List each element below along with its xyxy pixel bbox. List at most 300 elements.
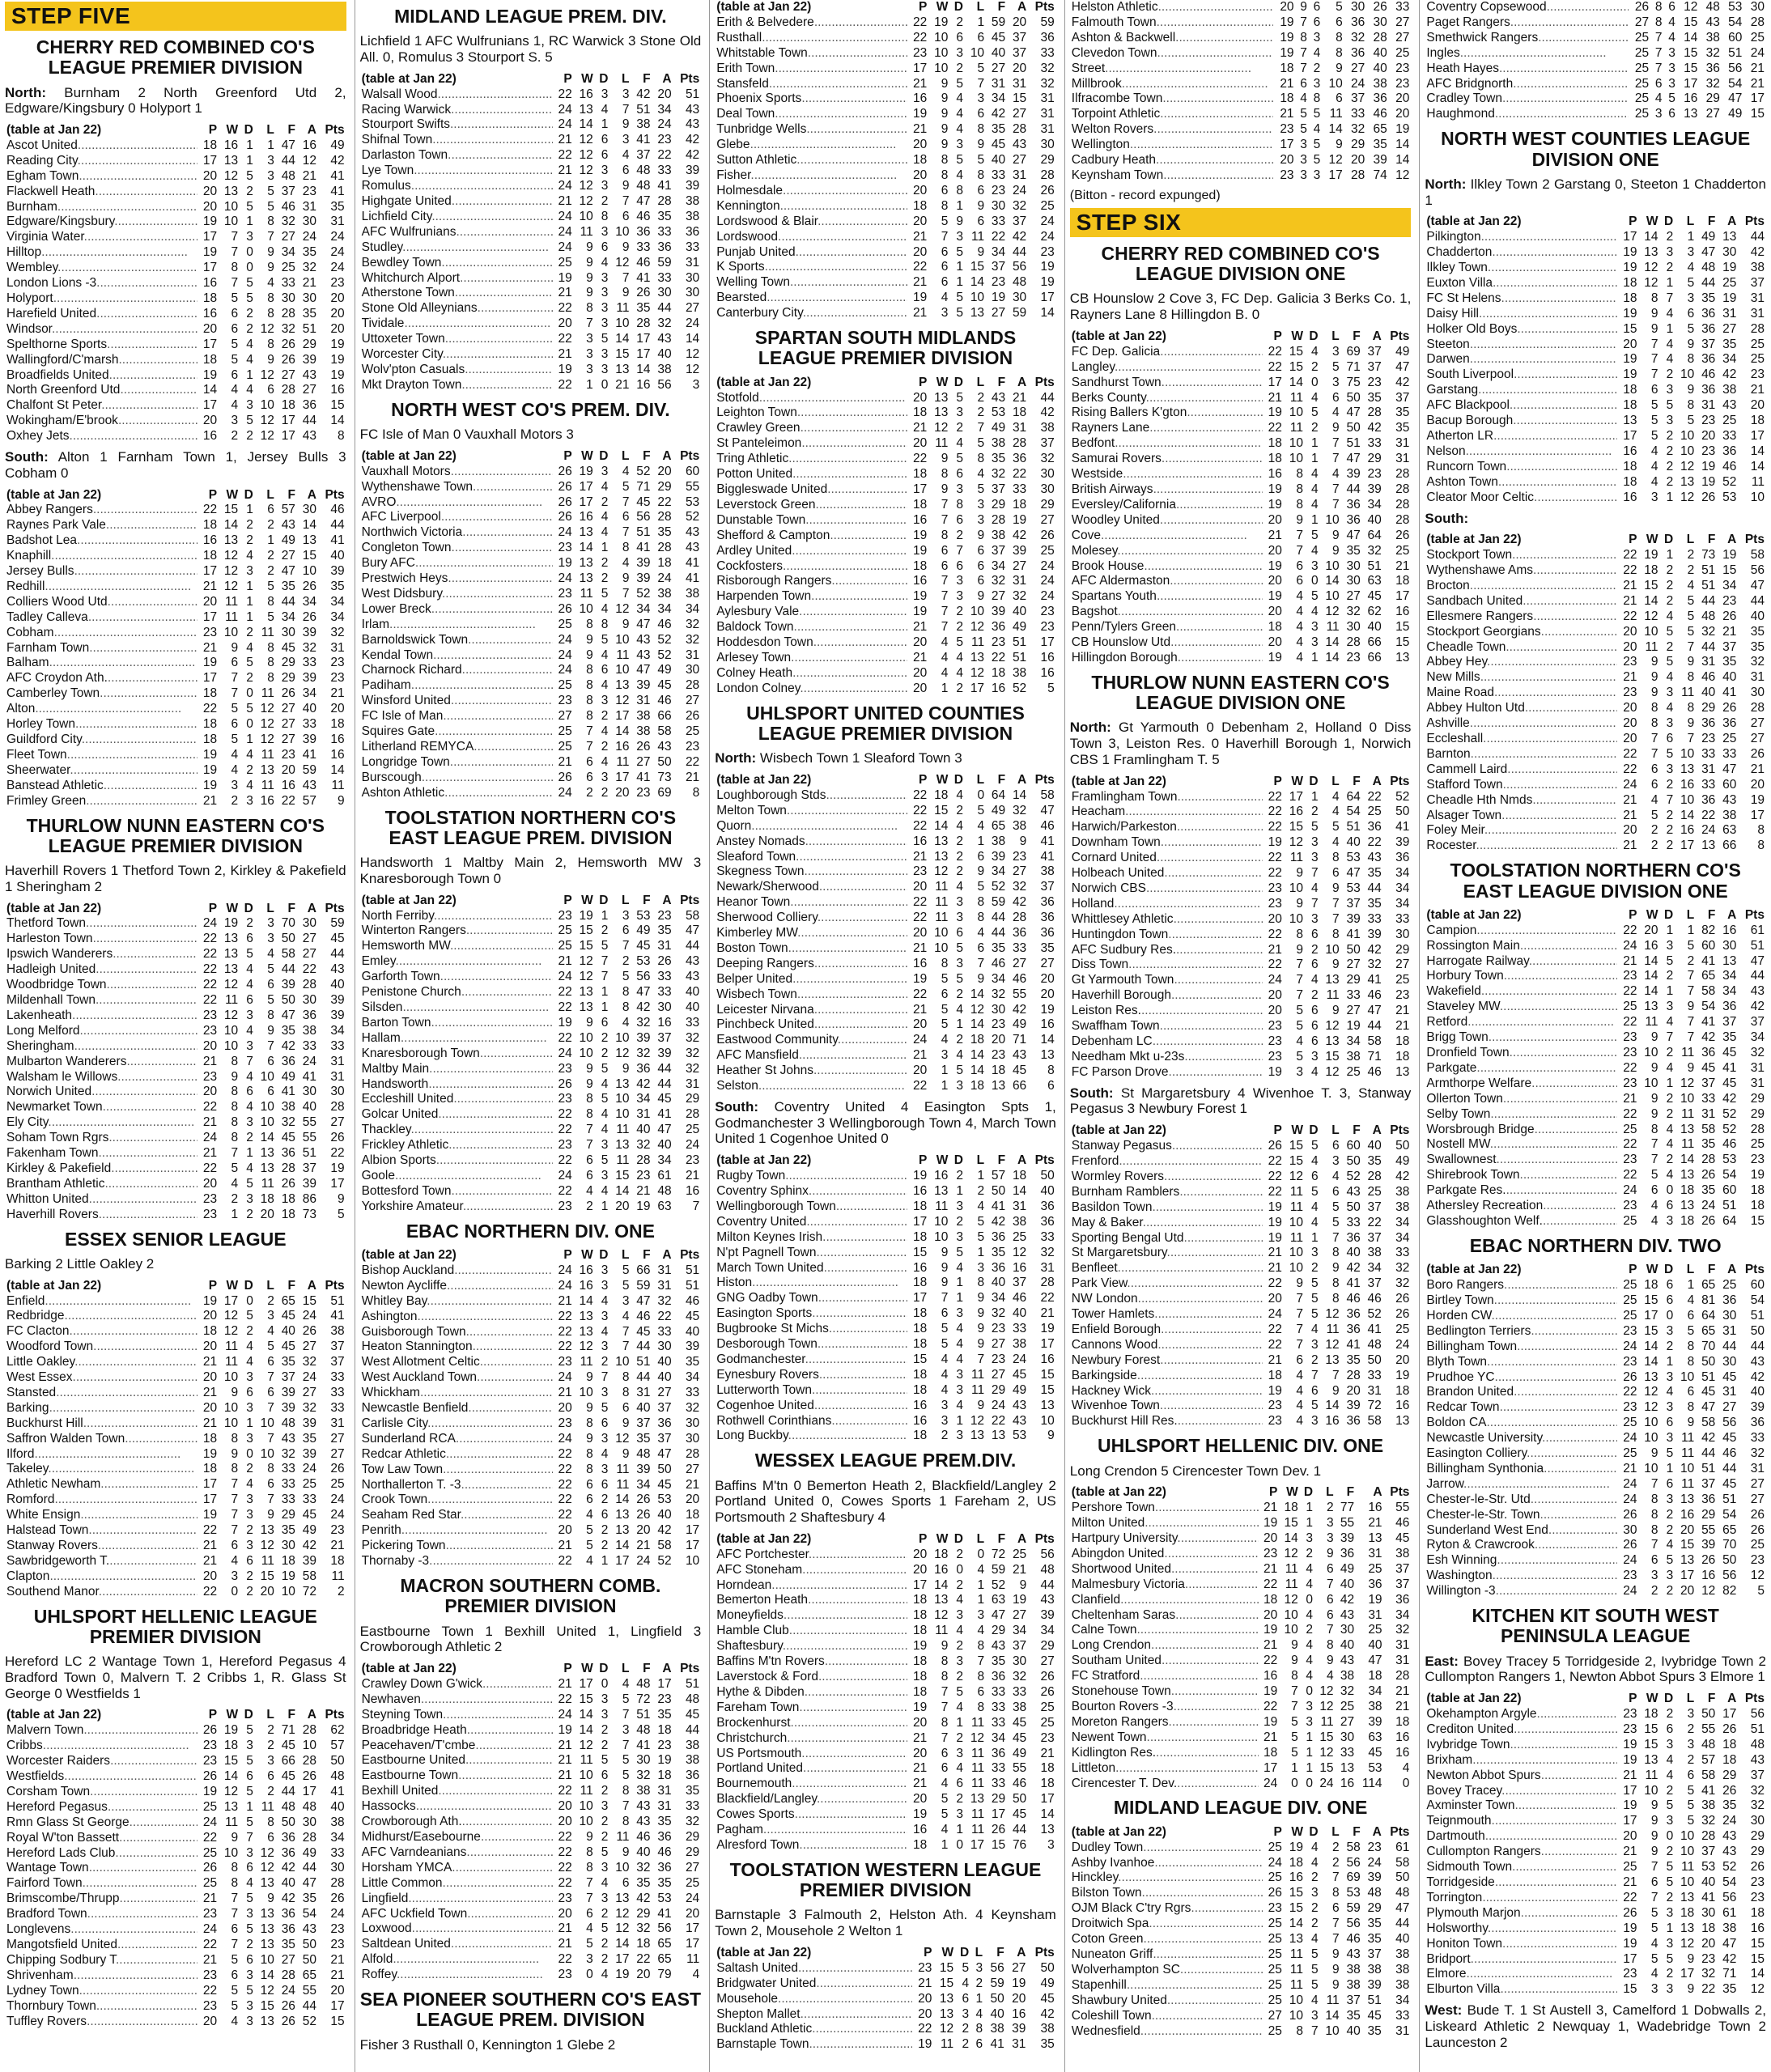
table-cell: 13 bbox=[260, 1876, 274, 1891]
table-cell: 4 bbox=[1666, 1768, 1674, 1782]
table-cell: 29 bbox=[1040, 1639, 1055, 1654]
table-cell: 32 bbox=[302, 640, 316, 655]
table-cell: 9 bbox=[586, 1431, 593, 1446]
team-name: Jarrow ..... bbox=[1425, 1477, 1617, 1492]
team-name: Ashton Town ..... bbox=[1425, 475, 1617, 490]
table-column-header: D bbox=[953, 1153, 963, 1168]
team-name: Crowborough Ath. ..... bbox=[360, 1815, 553, 1830]
table-column-header: Pts bbox=[1034, 375, 1055, 389]
table-cell: 14 bbox=[934, 818, 949, 833]
table-row bbox=[1425, 1076, 1766, 1092]
table-cell: 8 bbox=[622, 1815, 630, 1829]
table-cell: 27 bbox=[302, 1385, 316, 1399]
results-line bbox=[360, 1624, 702, 1655]
table-cell: 12 bbox=[1328, 153, 1343, 168]
table-cell: 22 bbox=[1623, 1015, 1637, 1030]
table-cell: 1 bbox=[246, 138, 253, 152]
table-cell: 4 bbox=[962, 1976, 970, 1990]
table-cell: 13 bbox=[223, 932, 239, 946]
table-cell: 18 bbox=[970, 1033, 985, 1047]
table-cell: 10 bbox=[223, 1845, 239, 1860]
table-cell: 30 bbox=[302, 916, 316, 931]
team-name: Torrington ..... bbox=[1425, 1891, 1617, 1906]
table-cell: 14 bbox=[1644, 984, 1658, 999]
table-cell: 29 bbox=[1701, 701, 1716, 715]
table-row bbox=[5, 1401, 346, 1416]
table-cell: 8 bbox=[1650, 1122, 1658, 1136]
table-cell: 7 bbox=[941, 229, 949, 244]
table-cell: 26 bbox=[1268, 1886, 1282, 1900]
table-row bbox=[1425, 625, 1766, 640]
table-cell: 2 bbox=[601, 1030, 609, 1045]
table-cell: 42 bbox=[991, 107, 1006, 121]
results-text: Long Crendon 5 Cirencester Town Dev. 1 bbox=[1069, 1463, 1322, 1479]
table-cell: 31 bbox=[657, 1784, 672, 1798]
table-cell: 3 bbox=[601, 1891, 609, 1905]
table-cell: 40 bbox=[657, 347, 672, 362]
table-cell: 0 bbox=[586, 1968, 593, 1982]
table-cell: 5 bbox=[246, 702, 253, 716]
table-cell: 4 bbox=[1313, 45, 1321, 60]
table-cell: 32 bbox=[685, 1061, 700, 1076]
table-cell: 9 bbox=[977, 1337, 985, 1352]
team-name: Abingdon United ..... bbox=[1070, 1547, 1259, 1562]
team-name: Elmore ..... bbox=[1425, 1967, 1617, 1982]
table-row bbox=[715, 2007, 1056, 2023]
table-cell: 26 bbox=[302, 1769, 316, 1784]
table-row bbox=[1070, 790, 1412, 805]
table-cell: 21 bbox=[1263, 1561, 1278, 1576]
table-cell: 17 bbox=[615, 770, 630, 784]
table-row bbox=[1425, 1123, 1766, 1138]
table-cell: 20 bbox=[913, 1746, 928, 1760]
table-cell: 0 bbox=[246, 686, 253, 701]
table-cell: 11 bbox=[1681, 1860, 1695, 1875]
table-row bbox=[5, 1386, 346, 1401]
table-row bbox=[5, 1370, 346, 1386]
table-cell: 22 bbox=[558, 1107, 572, 1122]
table-cell: 19 bbox=[1040, 275, 1055, 290]
table-cell: 37 bbox=[1722, 1015, 1737, 1030]
table-row bbox=[715, 1685, 1056, 1700]
table-cell: 4 bbox=[1666, 352, 1674, 367]
table-cell: 30 bbox=[281, 625, 295, 639]
table-cell: 29 bbox=[1040, 497, 1055, 512]
table-cell: 30 bbox=[1750, 686, 1765, 700]
table-row bbox=[1425, 276, 1766, 291]
team-name: Calne Town ..... bbox=[1070, 1623, 1259, 1638]
table-date-header: (table at Jan 22) bbox=[1071, 329, 1166, 343]
table-cell: 38 bbox=[1395, 1546, 1410, 1560]
table-cell: 58 bbox=[1701, 1768, 1716, 1782]
table-cell: 35 bbox=[1040, 2037, 1055, 2052]
table-cell: 41 bbox=[636, 770, 651, 784]
results-text: CB Hounslow 2 Cove 3, FC Dep. Galicia 3 Berks Co. 1, Rayners Lane 8 Hillingdon B. 0 bbox=[1069, 291, 1412, 323]
table-cell: 7 bbox=[977, 76, 985, 91]
table-cell: 6 bbox=[601, 663, 609, 677]
league-table bbox=[5, 488, 346, 809]
table-cell: 60 bbox=[1346, 1139, 1361, 1153]
table-cell: 39 bbox=[1340, 1531, 1355, 1546]
table-cell: 9 bbox=[1332, 1977, 1340, 1992]
team-name: Sleaford Town ..... bbox=[715, 850, 907, 865]
table-cell: 42 bbox=[1750, 1000, 1765, 1014]
table-row bbox=[1425, 367, 1766, 383]
table-cell: 36 bbox=[657, 1416, 672, 1430]
table-cell: 17 bbox=[202, 671, 218, 686]
table-row bbox=[1425, 1937, 1766, 1952]
team-name: Halstead Town ..... bbox=[5, 1523, 197, 1539]
table-cell: 27 bbox=[302, 932, 316, 946]
team-name: Highgate United ..... bbox=[360, 194, 553, 210]
table-cell: 12 bbox=[1012, 1245, 1027, 1259]
team-name: Leiston Res. ..... bbox=[1070, 1004, 1263, 1019]
table-cell: 27 bbox=[1340, 1714, 1355, 1729]
table-cell: 9 bbox=[1687, 655, 1695, 669]
table-cell: 55 bbox=[1012, 1761, 1027, 1776]
table-cell: 25 bbox=[558, 939, 572, 953]
table-cell: 11 bbox=[580, 586, 593, 601]
table-cell: 5 bbox=[1687, 321, 1695, 336]
table-cell: 45 bbox=[636, 1324, 651, 1339]
table-row bbox=[715, 880, 1056, 895]
table-cell: 9 bbox=[622, 286, 630, 300]
team-name: Winsford United ..... bbox=[360, 694, 553, 709]
table-cell: 21 bbox=[1395, 1684, 1410, 1699]
table-cell: 27 bbox=[1750, 1476, 1765, 1491]
table-cell: 17 bbox=[1395, 589, 1410, 604]
table-cell: 10 bbox=[1328, 76, 1343, 91]
table-row bbox=[5, 1477, 346, 1492]
table-cell: 45 bbox=[1701, 1385, 1716, 1399]
table-cell: 15 bbox=[1289, 1886, 1303, 1900]
table-column-header: W bbox=[936, 772, 949, 787]
table-cell: 6 bbox=[977, 30, 985, 45]
table-cell: 2 bbox=[267, 1293, 274, 1308]
table-cell: 0 bbox=[246, 717, 253, 732]
table-cell: 5 bbox=[977, 436, 985, 451]
table-cell: 33 bbox=[330, 1370, 345, 1385]
table-cell: 27 bbox=[1012, 956, 1027, 970]
table-cell: 13 bbox=[1040, 1823, 1055, 1837]
table-cell: 9 bbox=[1687, 1000, 1695, 1014]
team-name: Cleator Moor Celtic ..... bbox=[1425, 490, 1617, 506]
team-name: Little Common ..... bbox=[360, 1876, 553, 1892]
table-row bbox=[1070, 574, 1412, 589]
table-cell: 6 bbox=[1296, 574, 1303, 588]
table-cell: 38 bbox=[1705, 30, 1720, 45]
table-cell: 14 bbox=[579, 1293, 593, 1308]
table-cell: 12 bbox=[1289, 835, 1303, 850]
table-cell: 40 bbox=[330, 549, 345, 563]
table-cell: 42 bbox=[1722, 1091, 1737, 1106]
table-cell: 21 bbox=[1012, 390, 1027, 405]
table-cell: 36 bbox=[1705, 61, 1720, 75]
team-name: Shawbury United ..... bbox=[1070, 1993, 1263, 2009]
table-cell: 11 bbox=[261, 1176, 274, 1191]
table-cell: 17 bbox=[579, 479, 593, 494]
team-name: Ellesmere Rangers ..... bbox=[1425, 609, 1617, 625]
table-cell: 8 bbox=[622, 1784, 630, 1798]
table-cell: 44 bbox=[657, 301, 672, 316]
team-name: Peacehaven/T'cmbe ..... bbox=[360, 1739, 553, 1754]
table-cell: 38 bbox=[1012, 818, 1027, 833]
table-cell: 4 bbox=[1650, 1213, 1658, 1228]
team-name: Redhill ..... bbox=[5, 580, 197, 595]
table-cell: 47 bbox=[1395, 359, 1410, 374]
table-cell: 42 bbox=[657, 1523, 672, 1538]
results-text: Lichfield 1 AFC Wulfrunians 1, RC Warwick 3 Stone Old All. 0, Romulus 3 Stourport S. 5 bbox=[359, 33, 702, 66]
table-cell: 5 bbox=[1310, 1139, 1319, 1153]
table-cell: 6 bbox=[1296, 1352, 1303, 1367]
table-row bbox=[5, 1100, 346, 1115]
table-cell: 2 bbox=[1310, 1870, 1319, 1885]
table-cell: 36 bbox=[1722, 716, 1737, 731]
table-cell: 3 bbox=[975, 1960, 983, 1975]
table-row bbox=[360, 1523, 702, 1539]
table-cell: 40 bbox=[302, 702, 316, 716]
league-title: TOOLSTATION WESTERN LEAGUE PREMIER DIVISION bbox=[729, 1858, 1042, 1901]
table-row bbox=[1425, 230, 1766, 245]
table-cell: 34 bbox=[330, 594, 345, 609]
table-cell: 41 bbox=[685, 556, 700, 571]
table-cell: 22 bbox=[1268, 805, 1282, 819]
table-row bbox=[1425, 1492, 1766, 1508]
table-cell: 32 bbox=[991, 987, 1006, 1001]
table-cell: 34 bbox=[657, 601, 672, 616]
table-cell: 8 bbox=[1332, 1246, 1340, 1260]
team-name: Clanfield ..... bbox=[1070, 1593, 1259, 1608]
table-row bbox=[1070, 1414, 1412, 1429]
table-cell: 5 bbox=[1666, 1446, 1674, 1461]
table-cell: 8 bbox=[267, 291, 274, 305]
table-cell: 54 bbox=[1701, 1000, 1716, 1014]
table-cell: 47 bbox=[281, 138, 295, 152]
table-cell: 7 bbox=[231, 1146, 239, 1161]
table-cell: 65 bbox=[1701, 1323, 1716, 1338]
table-cell: 20 bbox=[1268, 988, 1282, 1003]
team-name: Saffron Walden Town ..... bbox=[5, 1432, 197, 1447]
results-text: St Margaretsbury 4 Wivenhoe T. 3, Stanway Pegasus 3 Newbury Forest 1 bbox=[1069, 1085, 1412, 1117]
table-cell: 12 bbox=[615, 694, 630, 708]
table-row bbox=[1425, 1446, 1766, 1462]
table-cell: 8 bbox=[267, 640, 274, 655]
table-cell: 17 bbox=[202, 261, 218, 275]
table-cell: 19 bbox=[202, 1784, 218, 1798]
table-cell: 4 bbox=[956, 1260, 963, 1275]
table-cell: 24 bbox=[1623, 938, 1637, 953]
table-cell: 2 bbox=[601, 1784, 609, 1798]
table-cell: 25 bbox=[1012, 1547, 1027, 1561]
table-cell: 13 bbox=[934, 834, 949, 848]
table-row bbox=[715, 895, 1056, 911]
team-name: Newton Aycliffe ..... bbox=[360, 1279, 553, 1294]
league-title: UHLSPORT HELLENIC LEAGUE PREMIER DIVISION bbox=[33, 1605, 317, 1647]
table-cell: 19 bbox=[991, 291, 1006, 305]
table-cell: 47 bbox=[657, 1446, 672, 1461]
table-cell: 36 bbox=[1722, 444, 1737, 458]
table-cell: 7 bbox=[1332, 452, 1340, 466]
table-cell: 4 bbox=[586, 1508, 593, 1522]
table-cell: 11 bbox=[261, 747, 274, 762]
table-cell: 12 bbox=[615, 1431, 630, 1446]
table-cell: 32 bbox=[1750, 1446, 1765, 1461]
table-cell: 59 bbox=[991, 1562, 1006, 1577]
team-name: British Airways ..... bbox=[1070, 482, 1263, 498]
team-name: Buckland Athletic ..... bbox=[715, 2022, 912, 2037]
team-name: Newton Abbot Spurs ..... bbox=[1425, 1768, 1617, 1784]
table-cell: 10 bbox=[934, 1229, 949, 1244]
table-row bbox=[5, 1953, 346, 1968]
table-cell: 5 bbox=[962, 1960, 970, 1975]
table-cell: 20 bbox=[558, 1815, 572, 1829]
table-cell: 21 bbox=[685, 1168, 700, 1182]
table-cell: 26 bbox=[202, 1861, 218, 1875]
table-row bbox=[5, 1115, 346, 1131]
table-row bbox=[1070, 122, 1412, 138]
table-cell: 20 bbox=[1680, 1584, 1695, 1599]
table-cell: 0 bbox=[246, 1293, 253, 1308]
team-name: Birtley Town ..... bbox=[1425, 1293, 1617, 1309]
table-cell: 8 bbox=[977, 895, 985, 910]
table-cell: 47 bbox=[1750, 578, 1765, 592]
table-cell: 22 bbox=[913, 788, 928, 802]
table-cell: 24 bbox=[558, 785, 572, 800]
team-name: Downham Town ..... bbox=[1070, 835, 1263, 851]
league-table bbox=[715, 0, 1056, 321]
table-cell: 6 bbox=[977, 183, 985, 197]
table-cell: 21 bbox=[1623, 1845, 1637, 1859]
table-cell: 33 bbox=[1012, 482, 1027, 496]
table-cell: 47 bbox=[636, 617, 651, 631]
table-cell: 4 bbox=[246, 1477, 253, 1492]
league-title: EBAC NORTHERN DIV. TWO bbox=[1469, 1234, 1722, 1256]
table-row bbox=[1070, 1501, 1412, 1516]
table-cell: 18 bbox=[913, 1429, 928, 1443]
table-cell: 10 bbox=[260, 1100, 274, 1115]
table-cell: 5 bbox=[1687, 1798, 1695, 1813]
table-cell: 2 bbox=[1310, 1901, 1319, 1916]
table-cell: 22 bbox=[1367, 835, 1382, 850]
table-row bbox=[360, 694, 702, 709]
table-cell: 6 bbox=[1666, 732, 1674, 745]
table-cell: 6 bbox=[601, 1508, 609, 1522]
team-name: Phoenix Sports ..... bbox=[715, 91, 907, 107]
table-column-header: D bbox=[953, 0, 963, 14]
table-column-header: D bbox=[1309, 774, 1319, 788]
table-cell: 6 bbox=[941, 1306, 949, 1321]
table-cell: 22 bbox=[281, 793, 295, 808]
table-cell: 25 bbox=[1340, 1699, 1355, 1713]
table-cell: 18 bbox=[1680, 1213, 1695, 1228]
table-cell: 41 bbox=[1395, 820, 1410, 834]
team-name: AFC Aldermaston ..... bbox=[1070, 574, 1263, 589]
table-cell: 19 bbox=[1268, 405, 1282, 420]
table-cell: 35 bbox=[657, 1815, 672, 1829]
table-cell: 11 bbox=[970, 1746, 985, 1760]
table-cell: 4 bbox=[956, 880, 963, 894]
table-cell: 35 bbox=[330, 579, 345, 593]
table-cell: 7 bbox=[622, 1340, 630, 1354]
table-cell: 22 bbox=[558, 377, 572, 392]
team-name: Laverstock & Ford ..... bbox=[715, 1670, 907, 1685]
table-cell: 21 bbox=[558, 1676, 572, 1691]
table-cell: 5 bbox=[601, 632, 609, 647]
table-cell: 31 bbox=[1040, 107, 1055, 121]
table-row bbox=[5, 1892, 346, 1907]
table-cell: 17 bbox=[579, 1676, 593, 1691]
table-row bbox=[1425, 1906, 1766, 1921]
table-cell: 31 bbox=[1750, 1461, 1765, 1475]
table-cell: 7 bbox=[1654, 30, 1663, 45]
table-cell: 20 bbox=[1351, 153, 1365, 168]
table-row bbox=[360, 1739, 702, 1754]
table-cell: 6 bbox=[267, 1830, 274, 1845]
table-cell: 18 bbox=[1644, 1278, 1658, 1293]
team-name: Cove ..... bbox=[1070, 529, 1263, 544]
table-cell: 16 bbox=[1340, 1776, 1355, 1790]
table-cell: 4 bbox=[1306, 1654, 1314, 1668]
table-cell: 53 bbox=[1346, 851, 1361, 865]
team-name: Woodley United ..... bbox=[1070, 513, 1263, 529]
table-cell: 2 bbox=[962, 2022, 970, 2036]
table-cell: 39 bbox=[1395, 835, 1410, 850]
table-column-header: A bbox=[1727, 214, 1737, 229]
table-cell: 4 bbox=[267, 276, 274, 291]
table-cell: 48 bbox=[1367, 1337, 1382, 1352]
table-row bbox=[360, 301, 702, 316]
table-cell: 8 bbox=[586, 617, 593, 631]
league-table bbox=[715, 1946, 1056, 2053]
team-name: Romulus ..... bbox=[360, 179, 553, 194]
league-table bbox=[1070, 775, 1412, 1081]
table-cell: 41 bbox=[991, 1199, 1006, 1213]
table-cell: 23 bbox=[685, 740, 700, 754]
table-cell: 28 bbox=[1750, 1122, 1765, 1136]
team-name: Studley ..... bbox=[360, 240, 553, 256]
table-cell: 7 bbox=[622, 1738, 630, 1752]
table-cell: 22 bbox=[202, 1937, 218, 1951]
table-row bbox=[1070, 391, 1412, 406]
table-row bbox=[1070, 1993, 1412, 2009]
results-text: Haverhill Rovers 1 Thetford Town 2, Kirkley & Pakefield 1 Sheringham 2 bbox=[5, 863, 346, 894]
table-cell: 25 bbox=[1040, 1715, 1055, 1730]
table-cell: 20 bbox=[1623, 624, 1637, 639]
table-cell: 4 bbox=[1666, 1385, 1674, 1399]
table-cell: 33 bbox=[1340, 1745, 1355, 1760]
table-cell: 11 bbox=[1681, 1046, 1695, 1059]
table-row bbox=[715, 405, 1056, 421]
league-table bbox=[360, 72, 702, 393]
table-cell: 27 bbox=[281, 1952, 295, 1967]
table-cell: 58 bbox=[302, 1569, 316, 1583]
table-cell: 6 bbox=[622, 510, 630, 524]
league-title: TOOLSTATION NORTHERN CO'S EAST LEAGUE PREM. DIVISION bbox=[384, 806, 677, 848]
table-cell: 13 bbox=[615, 362, 630, 376]
table-cell: 19 bbox=[1263, 1516, 1278, 1531]
table-cell: 47 bbox=[636, 193, 651, 208]
table-cell: 36 bbox=[685, 1768, 700, 1783]
table-column-header: L bbox=[976, 0, 985, 14]
table-cell: 27 bbox=[685, 301, 700, 316]
table-column-header: D bbox=[599, 448, 609, 463]
table-cell: 33 bbox=[991, 1684, 1006, 1699]
table-cell: 4 bbox=[1650, 1936, 1658, 1951]
table-cell: 7 bbox=[586, 1123, 593, 1137]
table-cell: 4 bbox=[956, 1002, 963, 1017]
table-cell: 7 bbox=[267, 1038, 274, 1053]
table-cell: 4 bbox=[601, 510, 609, 524]
